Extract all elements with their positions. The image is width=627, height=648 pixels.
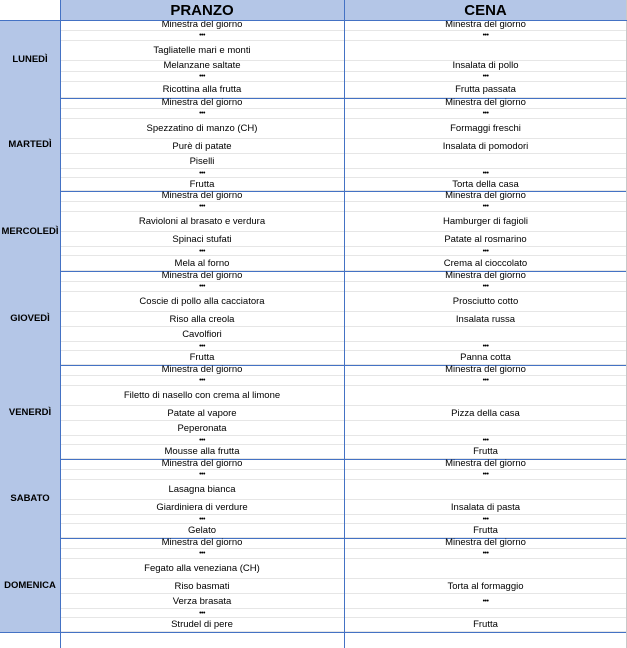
column-divider	[344, 0, 345, 648]
cena-item: •••	[344, 72, 627, 83]
pranzo-item: •••	[60, 72, 344, 83]
pranzo-item: Spezzatino di manzo (CH)	[60, 119, 344, 139]
pranzo-item: Minestra del giorno	[60, 538, 344, 549]
cena-item: •••	[344, 169, 627, 178]
pranzo-item: •••	[60, 342, 344, 351]
cena-item	[344, 609, 627, 618]
pranzo-item: Tagliatelle mari e monti	[60, 41, 344, 61]
pranzo-item: Minestra del giorno	[60, 459, 344, 470]
pranzo-item: Frutta	[60, 178, 344, 191]
pranzo-item: •••	[60, 376, 344, 387]
cena-item: Insalata di pomodori	[344, 139, 627, 154]
pranzo-item: Spinaci stufati	[60, 232, 344, 247]
day-separator	[0, 632, 627, 633]
pranzo-item: •••	[60, 282, 344, 293]
pranzo-item: Fegato alla veneziana (CH)	[60, 559, 344, 579]
day-label: SABATO	[0, 459, 60, 538]
cena-item: Insalata di pollo	[344, 61, 627, 72]
day-label: LUNEDÌ	[0, 20, 60, 98]
cena-item: Frutta	[344, 445, 627, 459]
pranzo-item: Minestra del giorno	[60, 271, 344, 282]
cena-item: Minestra del giorno	[344, 98, 627, 109]
header-pranzo: PRANZO	[60, 0, 344, 20]
pranzo-item: Riso basmati	[60, 579, 344, 594]
day-label: MARTEDÌ	[0, 98, 60, 191]
cena-item: Torta al formaggio	[344, 579, 627, 594]
cena-item: •••	[344, 515, 627, 524]
pranzo-item: Melanzane saltate	[60, 61, 344, 72]
pranzo-item: •••	[60, 169, 344, 178]
pranzo-item: Strudel di pere	[60, 618, 344, 632]
cena-item: Torta della casa	[344, 178, 627, 191]
cena-item: Pizza della casa	[344, 406, 627, 421]
pranzo-item: Mousse alla frutta	[60, 445, 344, 459]
pranzo-item: Minestra del giorno	[60, 20, 344, 31]
pranzo-item: Cavolfiori	[60, 327, 344, 342]
header-underline	[0, 20, 627, 21]
pranzo-item: Filetto di nasello con crema al limone	[60, 386, 344, 406]
pranzo-item: •••	[60, 609, 344, 618]
pranzo-item: Ricottina alla frutta	[60, 82, 344, 98]
cena-item: •••	[344, 282, 627, 293]
header-cena: CENA	[344, 0, 627, 20]
cena-item: Minestra del giorno	[344, 365, 627, 376]
pranzo-item: •••	[60, 247, 344, 256]
cena-item	[344, 480, 627, 500]
cena-item: Frutta	[344, 524, 627, 538]
day-label: DOMENICA	[0, 538, 60, 632]
pranzo-item: •••	[60, 436, 344, 445]
pranzo-item: Piselli	[60, 154, 344, 169]
pranzo-item: Minestra del giorno	[60, 365, 344, 376]
cena-item: •••	[344, 376, 627, 387]
cena-item: •••	[344, 470, 627, 481]
cena-item: Frutta	[344, 618, 627, 632]
pranzo-item: Minestra del giorno	[60, 98, 344, 109]
cena-item: •••	[344, 247, 627, 256]
cena-item: •••	[344, 31, 627, 42]
pranzo-item: •••	[60, 470, 344, 481]
pranzo-item: Verza brasata	[60, 594, 344, 609]
pranzo-item: •••	[60, 515, 344, 524]
cena-item: •••	[344, 342, 627, 351]
cena-item: •••	[344, 549, 627, 560]
cena-item	[344, 421, 627, 436]
cena-item: Minestra del giorno	[344, 271, 627, 282]
cena-item	[344, 327, 627, 342]
cena-item	[344, 154, 627, 169]
cena-item: Insalata di pasta	[344, 500, 627, 515]
cena-item: Crema al cioccolato	[344, 256, 627, 271]
pranzo-item: Peperonata	[60, 421, 344, 436]
cena-item: •••	[344, 436, 627, 445]
pranzo-item: Lasagna bianca	[60, 480, 344, 500]
pranzo-item: Raviolonі al brasato e verdura	[60, 212, 344, 232]
cena-item: Minestra del giorno	[344, 459, 627, 470]
cena-item: Formaggi freschi	[344, 119, 627, 139]
pranzo-item: Minestra del giorno	[60, 191, 344, 202]
pranzo-item: Frutta	[60, 351, 344, 365]
day-label: MERCOLEDÌ	[0, 191, 60, 271]
pranzo-item: •••	[60, 549, 344, 560]
cena-item: •••	[344, 594, 627, 609]
cena-item: Prosciutto cotto	[344, 292, 627, 312]
pranzo-item: Coscie di pollo alla cacciatora	[60, 292, 344, 312]
cena-item: Hamburger di fagioli	[344, 212, 627, 232]
pranzo-item: Mela al forno	[60, 256, 344, 271]
pranzo-item: Purè di patate	[60, 139, 344, 154]
cena-item: Minestra del giorno	[344, 20, 627, 31]
column-divider	[60, 0, 61, 648]
pranzo-item: •••	[60, 31, 344, 42]
cena-item: Frutta passata	[344, 82, 627, 98]
pranzo-item: Riso alla creola	[60, 312, 344, 327]
cena-item	[344, 559, 627, 579]
cena-item: •••	[344, 202, 627, 213]
cena-item: Panna cotta	[344, 351, 627, 365]
cena-item: Minestra del giorno	[344, 191, 627, 202]
header-corner	[0, 0, 60, 20]
cena-item	[344, 41, 627, 61]
cena-item: Insalata russa	[344, 312, 627, 327]
cena-item: Patate al rosmarino	[344, 232, 627, 247]
day-label: VENERDÌ	[0, 365, 60, 459]
day-label: GIOVEDÌ	[0, 271, 60, 365]
pranzo-item: •••	[60, 202, 344, 213]
pranzo-item: Gelato	[60, 524, 344, 538]
pranzo-item: •••	[60, 109, 344, 120]
cena-item	[344, 386, 627, 406]
pranzo-item: Giardiniera di verdure	[60, 500, 344, 515]
cena-item: Minestra del giorno	[344, 538, 627, 549]
pranzo-item: Patate al vapore	[60, 406, 344, 421]
cena-item: •••	[344, 109, 627, 120]
